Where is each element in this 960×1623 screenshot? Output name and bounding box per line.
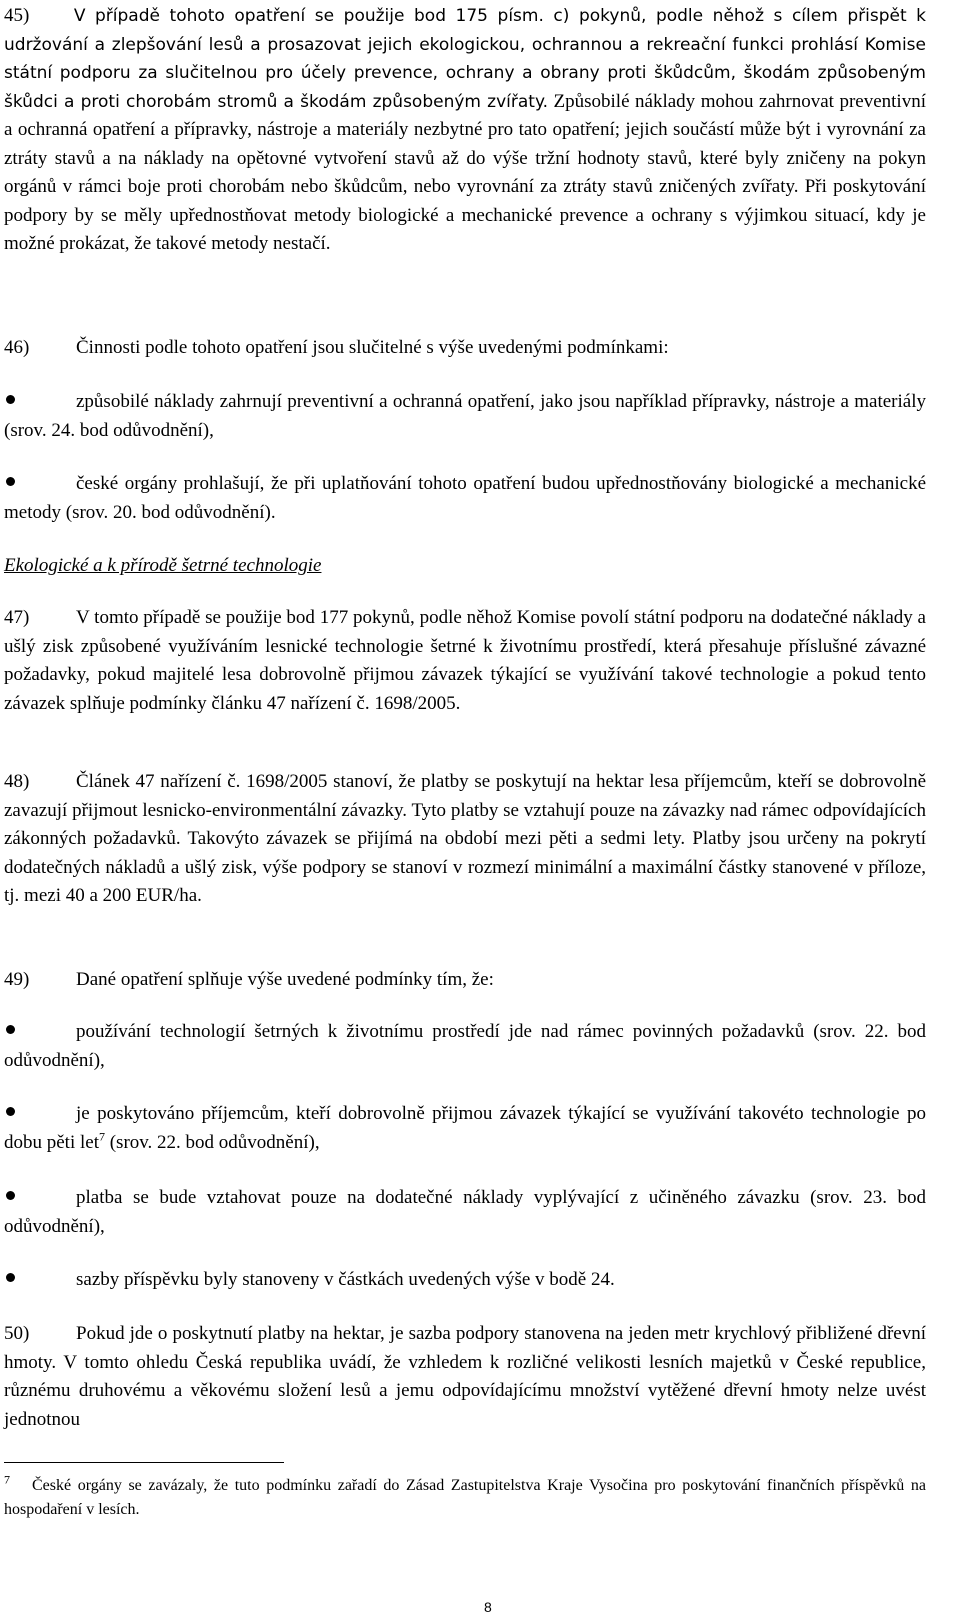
bullet-49-4-text: sazby příspěvku byly stanoveny v částkách uvedených výše v bodě 24. <box>76 1269 615 1290</box>
footnote-divider <box>4 1462 284 1463</box>
paragraph-46 <box>4 334 926 363</box>
paragraph-45 <box>4 2 926 259</box>
bullet-item-46-2 <box>4 470 926 527</box>
bullet-49-1-text: používání technologií šetrných k životnímu prostředí jde nad rámec povinných požadavků (srov. 22. bod odůvodnění), <box>4 1021 926 1071</box>
section-heading: Ekologické a k přírodě šetrné technologie <box>4 555 322 576</box>
bullet-item-49-2 <box>4 1100 926 1157</box>
paragraph-46-number: 46) <box>4 337 30 358</box>
paragraph-48 <box>4 768 926 911</box>
paragraph-45-number: 45) <box>4 5 30 26</box>
paragraph-47-number: 47) <box>4 607 30 628</box>
bullet-49-3-text: platba se bude vztahovat pouze na dodatečné náklady vyplývající z učiněného závazku (srov. 23. bod odůvodnění), <box>4 1187 926 1237</box>
footnote-text: České orgány se zavázaly, že tuto podmínku zařadí do Zásad Zastupitelstva Kraje Vysočina pro poskytování finančních příspěvků na hospodaření v lesích. <box>4 1477 926 1518</box>
paragraph-49 <box>4 966 926 995</box>
footnote <box>4 1474 926 1522</box>
bullet-item-49-4 <box>4 1266 926 1295</box>
paragraph-49-text: Dané opatření splňuje výše uvedené podmínky tím, že: <box>76 969 494 990</box>
footnote-reference[interactable]: 7 <box>98 1129 105 1144</box>
bullet-item-49-3 <box>4 1184 926 1241</box>
paragraph-47-text: V tomto případě se použije bod 177 pokynů, podle něhož Komise povolí státní podporu na dodatečné náklady a ušlý zisk způsobené využíváním lesnické technologie šetrné k životnímu prostředí, která přesahuje příslušné závazné požadavky, pokud majitelé lesa dobrovolně přijmou závazek týkající se využívání takové technologie a pokud tento závazek splňuje podmínky článku 47 nařízení č. 1698/2005. <box>4 607 926 714</box>
paragraph-45-text-b: Způsobilé náklady mohou zahrnovat preventivní a ochranná opatření a přípravky, nástroje a materiály nezbytné pro tato opatření; jejich součástí může být i vyrovnání za ztráty stavů a na náklady na opětovné vytvoření stavů až do výše tržní hodnoty stavů, které byly zničeny na pokyn orgánů v rámci boje proti chorobám nebo škůdcům, nebo vyrovnání za ztráty stavů zničených zvířaty. <box>4 90 926 197</box>
bullet-49-2-text-a: je poskytováno příjemcům, kteří dobrovolně přijmou závazek týkající se využívání takovéto technologie po dobu pěti let <box>4 1103 926 1153</box>
paragraph-45-text-c: Při poskytování podpory by se měly upřednostňovat metody biologické a mechanické prevence a ochrany s výjimkou situací, kdy je možné prokázat, že takové metody nestačí. <box>4 176 927 254</box>
bullet-item-49-1 <box>4 1018 926 1075</box>
paragraph-48-number: 48) <box>4 771 30 792</box>
paragraph-50-text: Pokud jde o poskytnutí platby na hektar, je sazba podpory stanovena na jeden metr krychlový přibližené dřevní hmoty. V tomto ohledu Česká republika uvádí, že vzhledem k rozličné velikosti lesních majetků v České republice, různému druhovému a věkovému složení lesů a jemu odpovídajícímu množství vytěžené dřevní hmoty nelze uvést jednotnou <box>4 1323 926 1430</box>
bullet-item-46-1 <box>4 388 926 445</box>
bullet-49-2-text-b: (srov. 22. bod odůvodnění), <box>104 1131 320 1153</box>
paragraph-45-text-a: V případě tohoto opatření se použije bod 175 písm. c) pokynů, podle něhož s cílem přispět k udržování a zlepšování lesů a prosazovat jejich ekologickou, ochrannou a rekreační funkci prohlásí Komise státní podporu za slučitelnou pro účely prevence, ochrany a obrany proti škůdcům, škodám způsobeným škůdci a proti chorobám stromů a škodám způsobeným zvířaty. <box>4 6 927 112</box>
paragraph-50 <box>4 1320 926 1434</box>
paragraph-50-number: 50) <box>4 1323 30 1344</box>
bullet-46-1-text: způsobilé náklady zahrnují preventivní a ochranná opatření, jako jsou například přípravky, nástroje a materiály (srov. 24. bod odůvodnění), <box>4 391 926 441</box>
paragraph-47 <box>4 604 926 718</box>
paragraph-46-text: Činnosti podle tohoto opatření jsou slučitelné s výše uvedenými podmínkami: <box>76 337 669 358</box>
paragraph-49-number: 49) <box>4 969 30 990</box>
paragraph-48-text: Článek 47 nařízení č. 1698/2005 stanoví, že platby se poskytují na hektar lesa příjemcům, kteří se dobrovolně zavazují přijmout lesnicko-environmentální závazky. Tyto platby se vztahují pouze na závazky nad rámec odpovídajících zákonných požadavků. Takovýto závazek se přijímá na období mezi pěti a sedmi lety. Platby jsou určeny na pokrytí dodatečných nákladů a ušlý zisk, výše podpory se stanoví v rozmezí minimální a maximální částky stanovené v příloze, tj. mezi 40 a 200 EUR/ha. <box>4 771 926 906</box>
footnote-marker: 7 <box>4 1472 10 1487</box>
bullet-46-2-text: české orgány prohlašují, že při uplatňování tohoto opatření budou upřednostňovány biologické a mechanické metody (srov. 20. bod odůvodnění). <box>4 473 926 523</box>
page-number: 8 <box>484 1599 492 1615</box>
